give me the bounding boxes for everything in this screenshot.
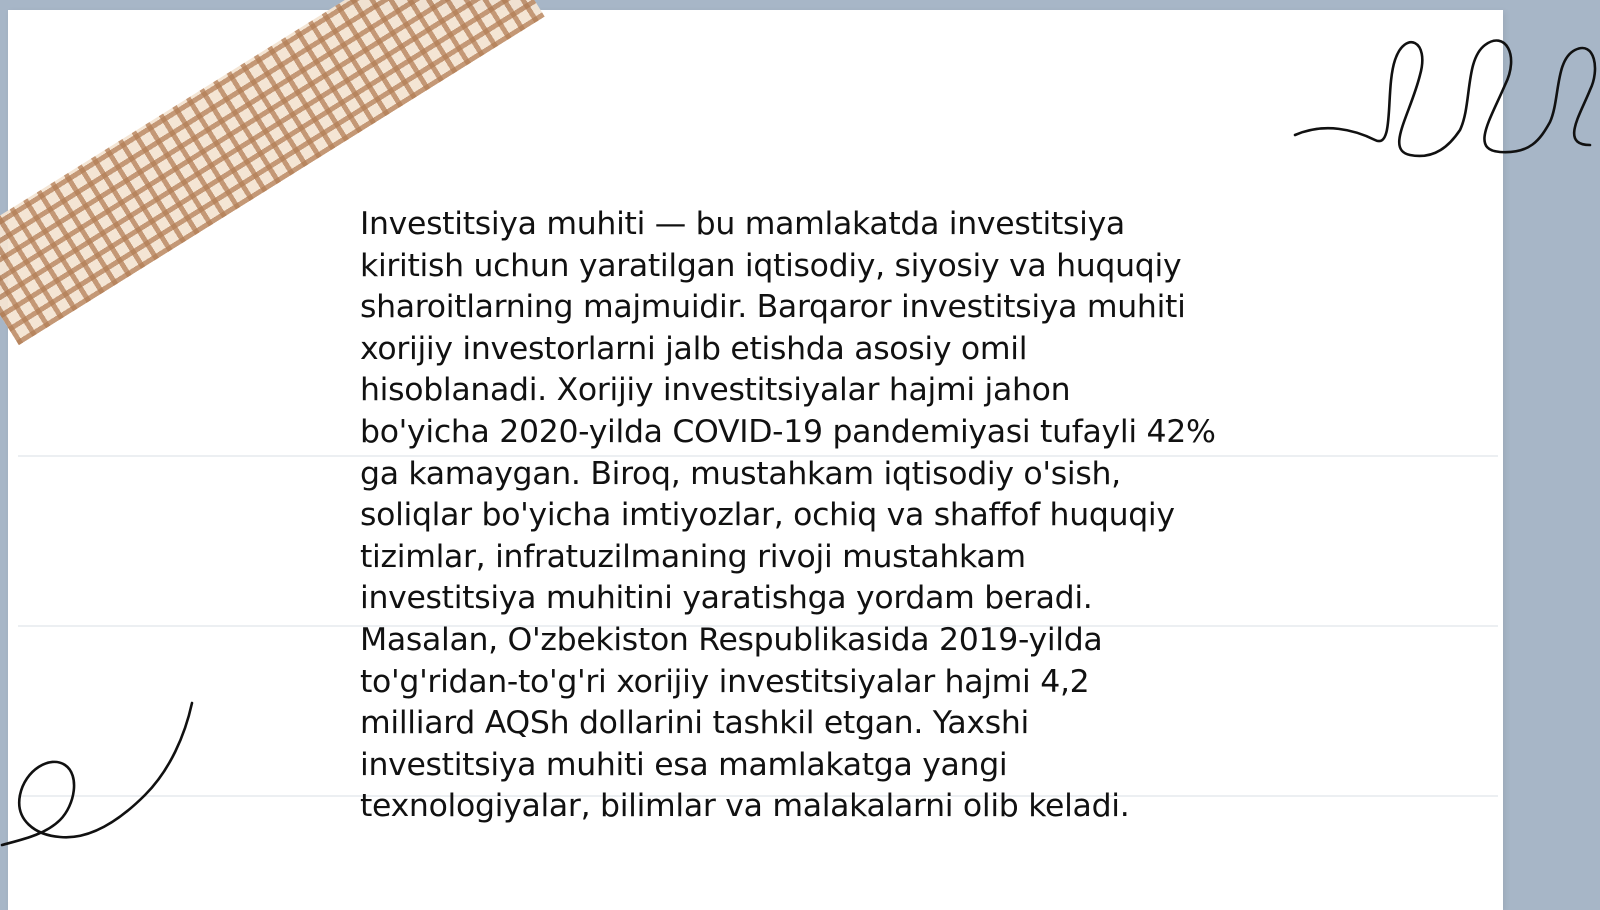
- body-paragraph: Investitsiya muhiti — bu mamlakatda investitsiya kiritish uchun yaratilgan iqtisodiy, siyosiy va huquqiy sharoitlarning majmuidir. Barqaror investitsiya muhiti xorijiy investorlarni jalb etishda asosiy omil hisoblanadi. Xorijiy investitsiyalar hajmi jahon bo'yicha 2020-yilda COVID-19 pandemiyasi tufayli 42% ga kamaygan. Biroq, mustahkam iqtisodiy o'sish, soliqlar bo'yicha imtiyozlar, ochiq va shaffof huquqiy tizimlar, infratuzilmaning rivoji mustahkam investitsiya muhitini yaratishga yordam beradi. Masalan, O'zbekiston Respublikasida 2019-yilda to'g'ridan-to'g'ri xorijiy investitsiyalar hajmi 4,2 milliard AQSh dollarini tashkil etgan. Yaxshi investitsiya muhiti esa mamlakatga yangi texnologiyalar, bilimlar va malakalarni olib keladi.: [360, 206, 1216, 825]
- loop-scribble-bottom-left: [0, 695, 200, 855]
- loop-scribble-top-right: [1290, 30, 1600, 170]
